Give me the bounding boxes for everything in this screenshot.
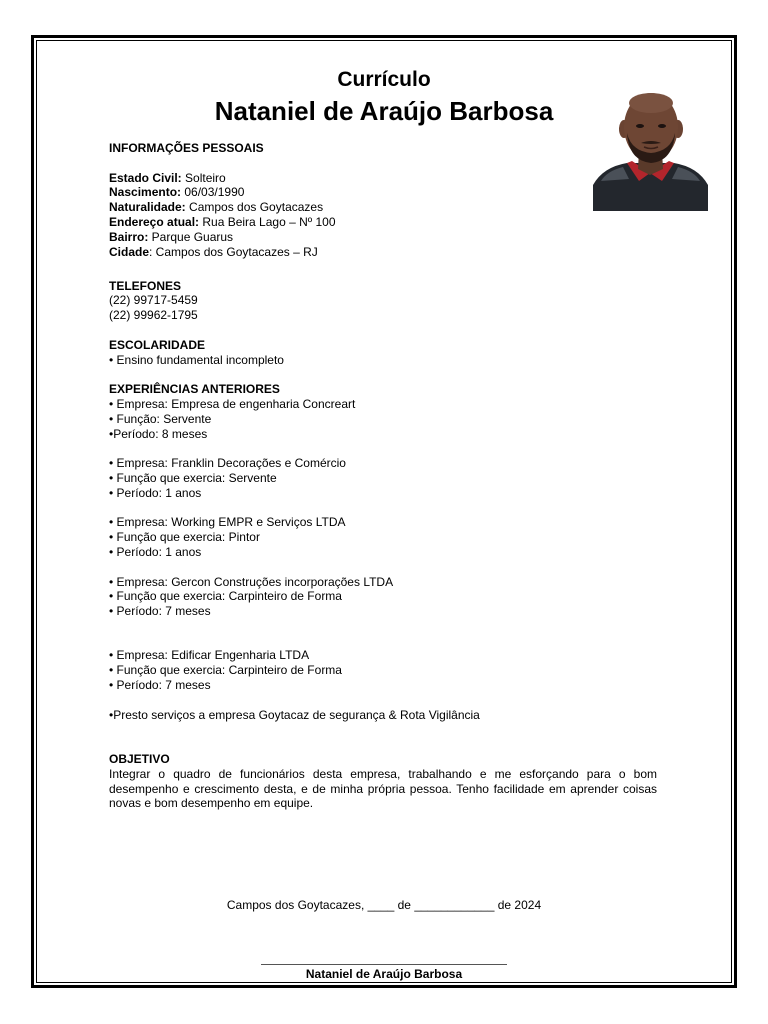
job-period: •Período: 8 meses (109, 426, 208, 441)
job-role: • Função: Servente (109, 411, 212, 426)
signature-line (261, 964, 507, 965)
birth-label: Nascimento: (109, 185, 182, 200)
education-item: • Ensino fundamental incompleto (109, 352, 284, 367)
birth-row (109, 185, 657, 200)
address-value: Rua Beira Lago – Nº 100 (199, 214, 336, 229)
address-label: Endereço atual: (109, 214, 200, 229)
naturality-value: Campos dos Goytacazes (185, 200, 324, 215)
education-heading: ESCOLARIDADE (109, 337, 206, 352)
job-company: • Empresa: Franklin Decorações e Comércio (109, 456, 346, 471)
job-period: • Período: 7 meses (109, 604, 211, 619)
birth-value: 06/03/1990 (181, 185, 245, 200)
neighborhood-row (109, 230, 657, 245)
job-role: • Função que exercia: Pintor (109, 530, 260, 545)
signature-name: Nataniel de Araújo Barbosa (305, 967, 463, 981)
city-label: Cidade (109, 244, 150, 259)
phones-heading: TELEFONES (109, 278, 182, 293)
naturality-label: Naturalidade: (109, 200, 186, 215)
personal-info-heading: INFORMAÇÕES PESSOAIS (109, 141, 264, 155)
objective-heading: OBJETIVO (109, 752, 170, 767)
job-company: • Empresa: Gercon Construções incorporações LTDA (109, 574, 394, 589)
objective-text: Integrar o quadro de funcionários desta empresa, trabalhando e me esforçando para o bom desempenho e crescimento desta, e de minha própria pessoa. Tenho facilidade em aprender coisas novas e bom desempenho em equipe. (109, 766, 657, 811)
resume-body (109, 141, 657, 811)
candidate-name: Nataniel de Araújo Barbosa (214, 96, 554, 126)
job-period: • Período: 7 meses (109, 678, 211, 693)
civil-status-value: Solteiro (181, 170, 226, 185)
address-row (109, 215, 657, 230)
job-period: • Período: 1 anos (109, 544, 202, 559)
phone-item: (22) 99962-1795 (109, 308, 198, 323)
naturality-row (109, 200, 657, 215)
city-row (109, 245, 657, 260)
job-role: • Função que exercia: Servente (109, 470, 277, 485)
job-role: • Função que exercia: Carpinteiro de Forma (109, 663, 342, 678)
civil-status-row (109, 171, 657, 186)
city-value: : Campos dos Goytacazes – RJ (149, 244, 318, 259)
neighborhood-value: Parque Guarus (148, 229, 234, 244)
job-company: • Empresa: Working EMPR e Serviços LTDA (109, 515, 346, 530)
document-title: Currículo (337, 68, 431, 91)
job-company: • Empresa: Empresa de engenharia Concreart (109, 396, 356, 411)
phone-item: (22) 99717-5459 (109, 293, 198, 308)
neighborhood-label: Bairro: (109, 229, 149, 244)
place-date-line: Campos dos Goytacazes, ____ de ____________ de 2024 (226, 898, 542, 912)
job-period: • Período: 1 anos (109, 485, 202, 500)
job-role: • Função que exercia: Carpinteiro de Forma (109, 589, 342, 604)
experience-heading: EXPERIÊNCIAS ANTERIORES (109, 382, 280, 397)
civil-status-label: Estado Civil: (109, 170, 182, 185)
job-company: • Empresa: Edificar Engenharia LTDA (109, 648, 310, 663)
current-service-note: •Presto serviços a empresa Goytacaz de segurança & Rota Vigilância (109, 707, 480, 722)
